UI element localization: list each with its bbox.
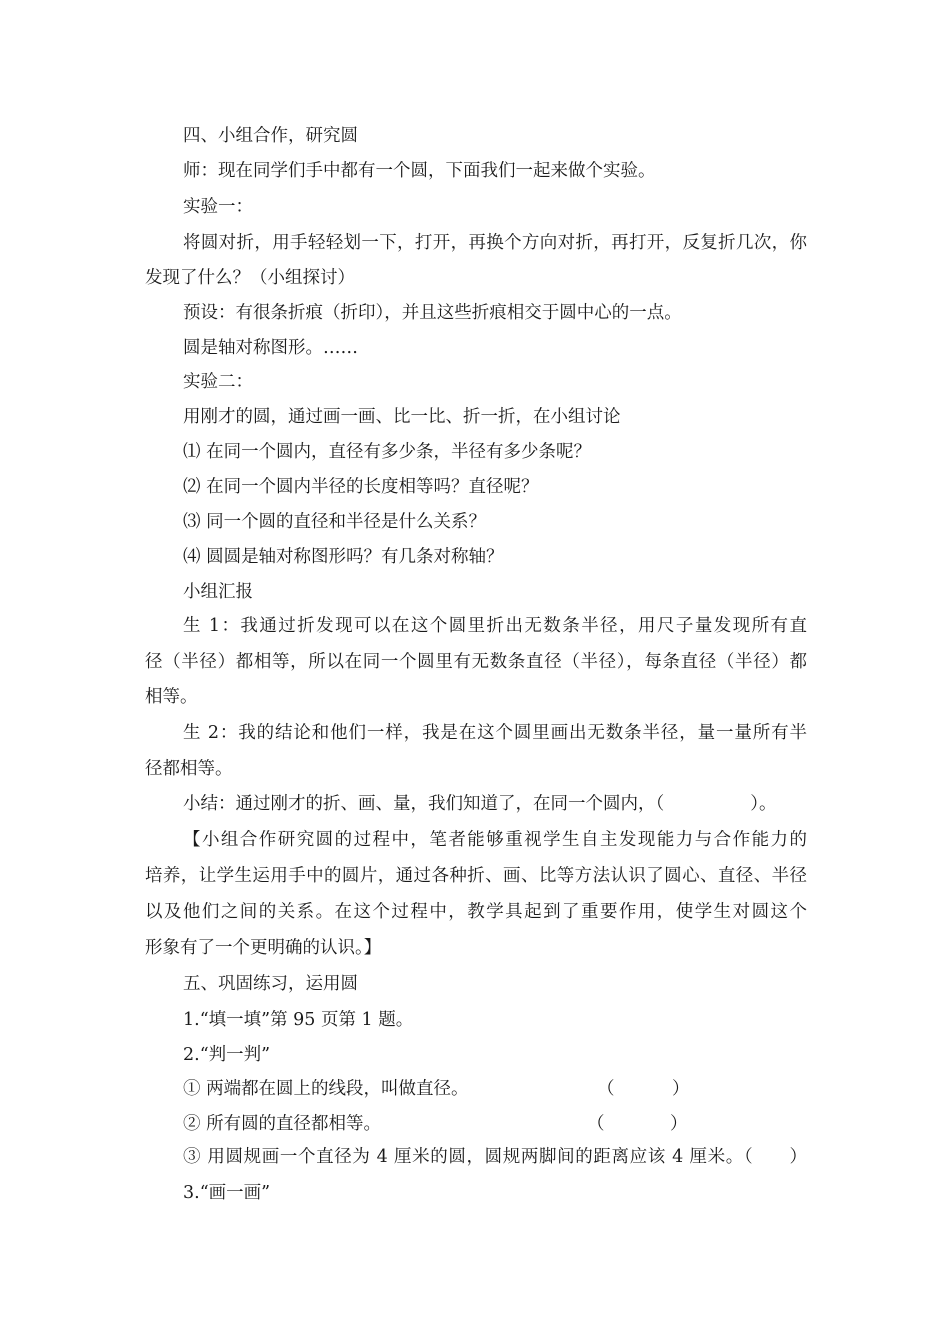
paragraph: 用刚才的圆，通过画一画、比一比、折一折，在小组讨论 [183,407,621,427]
paragraph: 生 2：我的结论和他们一样，我是在这个圆里画出无数条半径，量一量所有半 [183,723,807,743]
paragraph: 预设：有很条折痕（折印），并且这些折痕相交于圆中心的一点。 [183,303,682,323]
answer-bracket-open: （ [587,1114,605,1134]
commentary: 形象有了一个更明确的认识。】 [145,938,382,958]
paragraph: 径都相等。 [145,759,233,779]
commentary: 培养，让学生运用手中的圆片，通过各种折、画、比等方法认识了圆心、直径、半径 [145,866,807,886]
commentary: 【小组合作研究圆的过程中，笔者能够重视学生自主发现能力与合作能力的 [183,830,807,850]
judgment-item: ① 两端都在圆上的线段，叫做直径。 [183,1079,469,1099]
exercise-item: 3.“画一画” [183,1183,271,1203]
answer-bracket-close: ） [670,1114,688,1134]
paragraph: 圆是轴对称图形。…… [183,338,358,358]
paragraph: 生 1：我通过折发现可以在这个圆里折出无数条半径，用尺子量发现所有直 [183,616,807,636]
exercise-item: 1.“填一填”第 95 页第 1 题。 [183,1010,414,1030]
paragraph: 径（半径）都相等，所以在同一个圆里有无数条直径（半径），每条直径（半径）都 [145,652,807,672]
paragraph: 将圆对折，用手轻轻划一下，打开，再换个方向对折，再打开，反复折几次，你 [183,233,807,253]
subheading: 小组汇报 [183,582,253,602]
summary-line: 小结：通过刚才的折、画、量，我们知道了，在同一个圆内，（ ）。 [183,794,777,814]
exercise-item: 2.“判一判” [183,1045,271,1065]
answer-bracket-open: （ [597,1079,615,1099]
judgment-item: ③ 用圆规画一个直径为 4 厘米的圆，圆规两脚间的距离应该 4 厘米。（ ） [183,1147,807,1167]
paragraph: 相等。 [145,687,198,707]
section-heading-5: 五、巩固练习，运用圆 [183,974,358,994]
paragraph: 发现了什么？（小组探讨） [145,268,355,288]
experiment-heading-2: 实验二： [183,372,253,392]
judgment-item: ② 所有圆的直径都相等。 [183,1114,382,1134]
paragraph: 师：现在同学们手中都有一个圆，下面我们一起来做个实验。 [183,161,656,181]
section-heading-4: 四、小组合作，研究圆 [183,126,358,146]
list-item: ⑴ 在同一个圆内，直径有多少条，半径有多少条呢？ [183,442,592,462]
commentary: 以及他们之间的关系。在这个过程中，教学具起到了重要作用，使学生对圆这个 [145,902,807,922]
list-item: ⑷ 圆圆是轴对称图形吗？有几条对称轴？ [183,547,504,567]
list-item: ⑵ 在同一个圆内半径的长度相等吗？直径呢？ [183,477,539,497]
list-item: ⑶ 同一个圆的直径和半径是什么关系？ [183,512,487,532]
experiment-heading-1: 实验一： [183,197,253,217]
answer-bracket-close: ） [672,1079,690,1099]
